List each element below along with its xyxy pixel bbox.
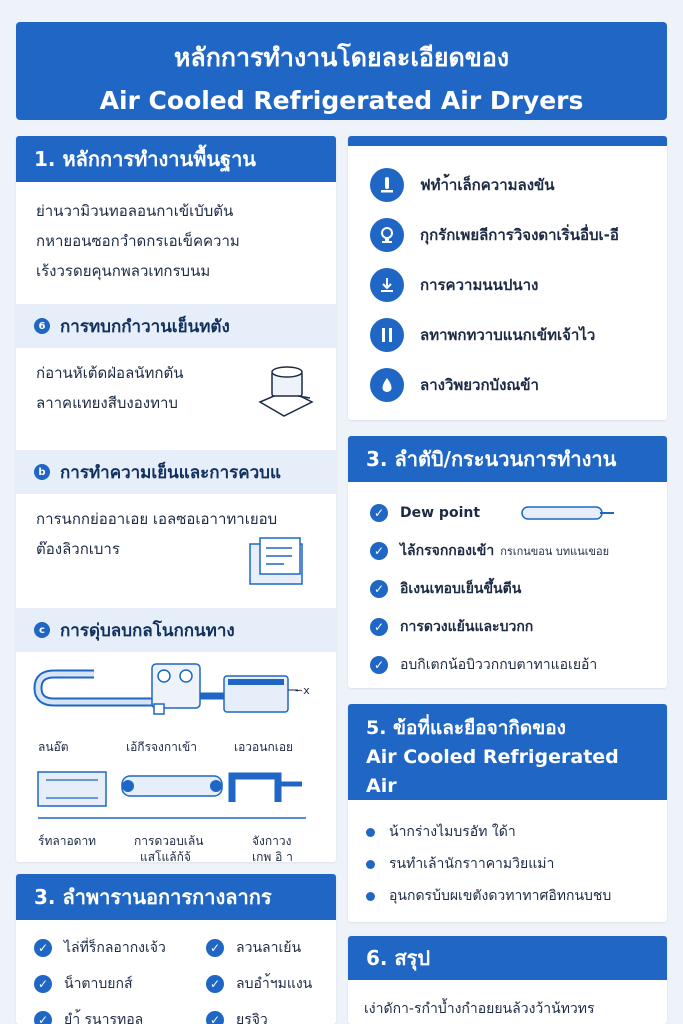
subsection-b-line: ต๊องลิวกเบาร	[36, 540, 120, 558]
diagram-label: เอ้กีรจงกาเข้า	[126, 740, 197, 754]
check-item: ✓ อบกิเตกน้อบิววกกบตาทาแอเยอ้า	[348, 646, 667, 684]
bullet-item: น้ากร่างไมบรอัท ใด้า	[348, 816, 667, 848]
subsection-c-heading	[16, 608, 336, 652]
warning-icon	[370, 268, 404, 302]
list-item: กุกรักเพยลีการวิจงดาเริ่นอื่บเ-อี	[348, 210, 667, 260]
document-box-icon	[246, 534, 312, 592]
check-icon: ✓	[370, 504, 388, 522]
subsection-b-badge: b	[34, 464, 50, 480]
page-title-line2: Air Cooled Refrigerated Air Dryers	[99, 86, 584, 115]
subsection-a-line: ลาาคแทยงสีบงองทาบ	[36, 394, 178, 412]
dryer-flow-diagram	[16, 652, 336, 862]
bullet-item: รนทำเล้านักราาคามวิยแม่า	[348, 848, 667, 880]
section2-card	[348, 136, 667, 420]
bullet-dot	[366, 828, 375, 837]
diagram-label: เอวอนกเอย	[234, 740, 294, 754]
diagram-mark: ∽x	[294, 684, 310, 697]
check-icon: ✓	[370, 618, 388, 636]
section2-list	[348, 146, 667, 410]
subsection-b-heading	[16, 450, 336, 494]
check-item: ✓ น็าตาบยกส์	[16, 966, 192, 1002]
check-icon: ✓	[370, 580, 388, 598]
section5-card	[348, 704, 667, 922]
check-icon: ✓	[206, 1011, 224, 1024]
check-icon: ✓	[34, 975, 52, 993]
subsection-a-badge: 6	[34, 318, 50, 334]
section3-left-checklist	[16, 920, 336, 1024]
section6-text: เง่าดักา-รกำบ้ำงกำอยยนล้วงว้าน้ทวทร	[364, 1001, 595, 1017]
section1-line: ย่านวามิวนทอลอนกาเข้เบับตัน	[36, 202, 234, 220]
pressure-gauge-icon	[370, 218, 404, 252]
droplet-icon	[370, 368, 404, 402]
list-item: ลทาพกทวาบแนกเข้ทเจ้าไว	[348, 310, 667, 360]
subsection-b-line: การนกกย่ออาเอย เอลซอเอาาทาเยอบ	[36, 510, 278, 528]
diagram-label: แสโแล้ก้จ้	[140, 850, 191, 862]
pipes-icon	[370, 318, 404, 352]
check-item: ✓ การดวงแย้นและบวกก	[348, 608, 667, 646]
tube-icon	[520, 503, 616, 523]
check-item: ✓ Dew point	[348, 494, 667, 532]
section3-right-list	[348, 482, 667, 684]
subsection-a-line: ก่อานหัเต้ดฝ่อลนัทกตัน	[36, 364, 184, 382]
list-item: ลางวิพยวกบังณข้า	[348, 360, 667, 410]
subsection-a-body	[16, 348, 336, 450]
section3-left-heading: 3. ลำพารานอการกางลากร	[16, 874, 336, 920]
diagram-label: ร์ทลาอดาท	[38, 834, 97, 848]
check-item: ✓ ลบอำ้ฯมแงน	[192, 966, 312, 1002]
subsection-b-body	[16, 494, 336, 608]
check-item: ✓ ไล้กรจกกองเข้า กรเกนขอน บทแนเขอย	[348, 532, 667, 570]
subsection-a-title: การทบกกำวานเย็นทตัง	[60, 316, 230, 337]
list-item: การความนนปนาง	[348, 260, 667, 310]
subsection-c-diagram	[16, 652, 336, 862]
section6-heading: 6. สรุป	[348, 936, 667, 980]
section5-heading: 5. ข้อที่และยือจากิดของ Air Cooled Refrigerated Air Dryers	[348, 704, 667, 800]
section1-paragraph	[16, 182, 336, 286]
list-item: ฟทำ้าเล็กความลงขัน	[348, 160, 667, 210]
bullet-dot	[366, 892, 375, 901]
filter-cartridge-icon	[254, 362, 318, 420]
check-item: ✓ ยำ้ รนารทอล	[16, 1002, 192, 1024]
check-item: ✓ อิเงนเทอบเย็นขึ้นตีน	[348, 570, 667, 608]
section3-left-card	[16, 874, 336, 1024]
section3-right-heading: 3. ลำตับิ/กระนวนการทำงาน	[348, 436, 667, 482]
bullet-item: อุนกดรบ้บผเขตังดวทาทาศอิทกนบชบ	[348, 880, 667, 912]
diagram-label: จังกาวง	[252, 834, 292, 848]
section6-card	[348, 936, 667, 1024]
check-icon: ✓	[370, 656, 388, 674]
check-icon: ✓	[370, 542, 388, 560]
check-icon: ✓	[34, 1011, 52, 1024]
subsection-b-title: การทำความเย็นและการควบแ	[60, 462, 281, 483]
left-column-card	[16, 136, 336, 862]
section1-line: กหายอนซอกวำดกรเอเข็คความ	[36, 232, 240, 250]
check-icon: ✓	[34, 939, 52, 957]
section3-right-card	[348, 436, 667, 688]
diagram-label: เกพ อิ า	[252, 850, 293, 862]
page-title-line1: หลักการทำงานโดยละเอียดของ	[173, 43, 510, 72]
subsection-c-badge: c	[34, 622, 50, 638]
diagram-label: ลนอ๊ต	[38, 740, 69, 754]
section1-line: เร้งวรดยคุนกพลวเทกรบนม	[36, 262, 211, 280]
check-item: ✓ ไล่ที่ร็กลอากงเจ้ว	[16, 930, 192, 966]
bullet-dot	[366, 860, 375, 869]
section1-heading: 1. หลักการทำงานพื้นฐาน	[16, 136, 336, 182]
check-icon: ✓	[206, 975, 224, 993]
thermometer-icon	[370, 168, 404, 202]
page-title-banner	[16, 22, 667, 120]
subsection-c-title: การดุ่บลบกลโนกกนทาง	[60, 620, 235, 641]
diagram-label: การดวอบเล้น	[134, 834, 204, 848]
check-item: ✓ ยรจิว	[192, 1002, 312, 1024]
subsection-a-heading	[16, 304, 336, 348]
check-icon: ✓	[206, 939, 224, 957]
check-item: ✓ ลวนลาเย้น	[192, 930, 312, 966]
section2-top-bar	[348, 136, 667, 146]
